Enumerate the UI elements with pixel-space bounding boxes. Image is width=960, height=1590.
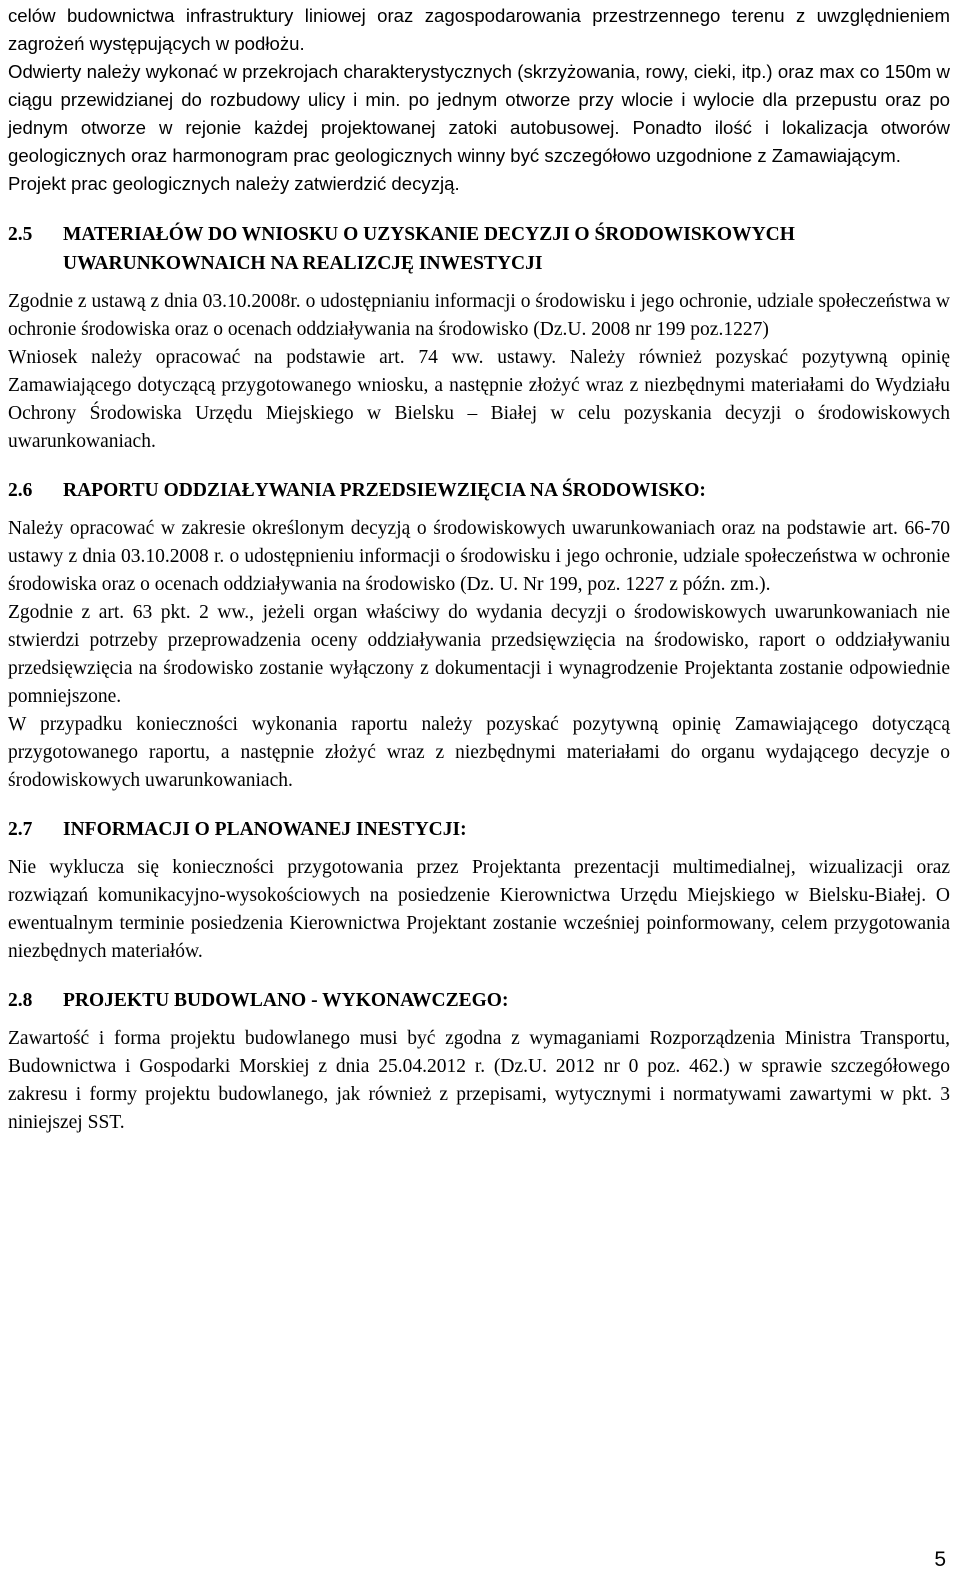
section-paragraph: W przypadku konieczności wykonania raportu należy pozyskać pozytywną opinię Zamawiającego dotyczącą przygotowanego raportu, a następnie złożyć wraz z niezbędnymi materiałami do organu wydającego decyzje o środowiskowych uwarunkowaniach.: [8, 714, 950, 791]
section-number: 2.5: [8, 224, 33, 245]
section-paragraph: Nie wyklucza się konieczności przygotowania przez Projektanta prezentacji multimedialnej, wizualizacji oraz rozwiązań komunikacyjno-wysokościowych na posiedzenie Kierownictwa Urzędu Miejskiego w Bielsku-Białej. O ewentualnym terminie posiedzenia Kierownictwa Projektant zostanie wcześniej poinformowany, celem przygotowania niezbędnych materiałów.: [8, 857, 950, 962]
section-title: INFORMACJI O PLANOWANEJ INESTYCJI:: [63, 819, 467, 840]
section-heading: [8, 815, 950, 844]
section-title: PROJEKTU BUDOWLANO - WYKONAWCZEGO:: [63, 990, 509, 1011]
section-paragraph: Wniosek należy opracować na podstawie art. 74 ww. ustawy. Należy również pozyskać pozytywną opinię Zamawiającego dotyczącą przygotowanego wniosku, a następnie złożyć wraz z niezbędnymi materiałami do Wydziału Ochrony Środowiska Urzędu Miejskiego w Bielsku – Białej w celu pozyskania decyzji o środowiskowych uwarunkowaniach.: [8, 347, 950, 452]
intro-paragraph-3: Projekt prac geologicznych należy zatwierdzić decyzją.: [8, 173, 460, 194]
page-number: 5: [934, 1548, 946, 1571]
section-paragraph: Zgodnie z art. 63 pkt. 2 ww., jeżeli organ właściwy do wydania decyzji o środowiskowych uwarunkowaniach nie stwierdzi potrzeby przeprowadzenia oceny oddziaływania przedsięwzięcia na środowisko, raport o oddziaływaniu przedsięwzięcia na środowisko zostanie wyłączony z dokumentacji i wynagrodzenie Projektanta zostanie odpowiednie pomniejszone.: [8, 602, 950, 707]
section-heading: [8, 220, 950, 278]
section-paragraph: Zgodnie z ustawą z dnia 03.10.2008r. o udostępnianiu informacji o środowisku i jego ochronie, udziale społeczeństwa w ochronie środowiska oraz o ocenach oddziaływania na środowisko (Dz.U. 2008 nr 199 poz.1227): [8, 291, 950, 340]
section-number: 2.8: [8, 990, 33, 1011]
section-heading: [8, 476, 950, 505]
page-content: [8, 2, 950, 1137]
section-title: RAPORTU ODDZIAŁYWANIA PRZEDSIEWZIĘCIA NA ŚRODOWISKO:: [63, 480, 706, 501]
section-number: 2.7: [8, 819, 33, 840]
section-paragraph: Zawartość i forma projektu budowlanego musi być zgodna z wymaganiami Rozporządzenia Ministra Transportu, Budownictwa i Gospodarki Morskiej z dnia 25.04.2012 r. (Dz.U. 2012 nr 0 poz. 462.) w sprawie szczegółowego zakresu i formy projektu budowlanego, jak również z przepisami, wytycznymi i normatywami zawartymi w pkt. 3 niniejszej SST.: [8, 1028, 950, 1133]
section-2-5: [8, 220, 950, 456]
intro-paragraph-2: Odwierty należy wykonać w przekrojach charakterystycznych (skrzyżowania, rowy, cieki, itp.) oraz max co 150m w ciągu przewidzianej do rozbudowy ulicy i min. po jednym otworze przy wlocie i wylocie dla przepustu oraz po jednym otworze w rejonie każdej projektowanej zatoki autobusowej. Ponadto ilość i lokalizacja otworów geologicznych oraz harmonogram prac geologicznych winny być szczegółowo uzgodnione z Zamawiającym.: [8, 61, 950, 166]
section-2-6: [8, 476, 950, 795]
section-2-8: [8, 986, 950, 1137]
section-number: 2.6: [8, 480, 33, 501]
section-heading: [8, 986, 950, 1015]
section-2-7: [8, 815, 950, 966]
section-paragraph: Należy opracować w zakresie określonym decyzją o środowiskowych uwarunkowaniach oraz na podstawie art. 66-70 ustawy z dnia 03.10.2008 r. o udostępnieniu informacji o środowisku i jego ochronie, udziale społeczeństwa w ochronie środowiska oraz o ocenach oddziaływania na środowisko (Dz. U. Nr 199, poz. 1227 z późn. zm.).: [8, 518, 950, 595]
section-title: MATERIAŁÓW DO WNIOSKU O UZYSKANIE DECYZJI O ŚRODOWISKOWYCH UWARUNKOWNAICH NA REALIZCJĘ INWESTYCJI: [63, 224, 795, 274]
intro-paragraph-1: celów budownictwa infrastruktury liniowej oraz zagospodarowania przestrzennego terenu z uwzględnieniem zagrożeń występujących w podłożu.: [8, 5, 950, 54]
